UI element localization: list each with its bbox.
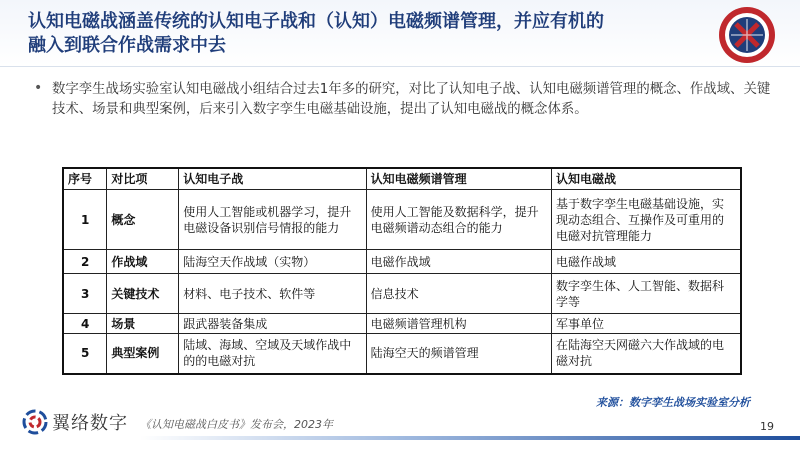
cell-cognitive-emw: 电磁作战域 bbox=[552, 250, 741, 274]
table-row bbox=[63, 190, 741, 250]
cell-spectrum-mgmt: 电磁频谱管理机构 bbox=[366, 314, 551, 334]
title-line-1: 认知电磁战涵盖传统的认知电子战和（认知）电磁频谱管理，并应有机的 bbox=[28, 11, 604, 32]
cell-item: 场景 bbox=[107, 314, 179, 334]
cell-cognitive-ew: 陆域、海域、空域及天域作战中的的电磁对抗 bbox=[179, 334, 366, 374]
footer-accent-line bbox=[140, 436, 800, 440]
intro-bullet: 数字孪生战场实验室认知电磁战小组结合过去1年多的研究，对比了认知电子战、认知电磁频谱管理的概念、作战域、关键技术、场景和典型案例，后来引入数字孪生电磁基础设施，提出了认知电磁战的概念体系。 bbox=[52, 82, 771, 117]
cell-spectrum-mgmt: 陆海空天的频谱管理 bbox=[366, 334, 551, 374]
cell-cognitive-ew: 陆海空天作战域（实物） bbox=[179, 250, 366, 274]
page-number: 19 bbox=[760, 420, 774, 433]
header-cognitive-ew: 认知电子战 bbox=[179, 168, 366, 190]
cell-index: 4 bbox=[63, 314, 107, 334]
cell-spectrum-mgmt: 电磁作战域 bbox=[366, 250, 551, 274]
table-header-row bbox=[63, 168, 741, 190]
cell-cognitive-ew: 材料、电子技术、软件等 bbox=[179, 274, 366, 314]
footer-note: 《认知电磁战白皮书》发布会，2023年 bbox=[140, 418, 333, 431]
header-spectrum-mgmt: 认知电磁频谱管理 bbox=[366, 168, 551, 190]
lab-emblem-icon bbox=[718, 6, 776, 64]
cell-item: 概念 bbox=[107, 190, 179, 250]
cell-cognitive-emw: 基于数字孪生电磁基础设施，实现动态组合、互操作及可重用的电磁对抗管理能力 bbox=[552, 190, 741, 250]
cell-cognitive-emw: 数字孪生体、人工智能、数据科学等 bbox=[552, 274, 741, 314]
table-row bbox=[63, 334, 741, 374]
cell-spectrum-mgmt: 信息技术 bbox=[366, 274, 551, 314]
table-row bbox=[63, 250, 741, 274]
header-cognitive-emw: 认知电磁战 bbox=[552, 168, 741, 190]
cell-index: 5 bbox=[63, 334, 107, 374]
cell-index: 2 bbox=[63, 250, 107, 274]
cell-index: 1 bbox=[63, 190, 107, 250]
bullet-dot: • bbox=[34, 80, 43, 96]
cell-item: 关键技术 bbox=[107, 274, 179, 314]
cell-spectrum-mgmt: 使用人工智能及数据科学，提升电磁频谱动态组合的能力 bbox=[366, 190, 551, 250]
cell-cognitive-ew: 使用人工智能或机器学习，提升电磁设备识别信号情报的能力 bbox=[179, 190, 366, 250]
brand-logo-icon bbox=[22, 409, 48, 435]
cell-cognitive-emw: 军事单位 bbox=[552, 314, 741, 334]
header-index: 序号 bbox=[63, 168, 107, 190]
table-row bbox=[63, 314, 741, 334]
header-item: 对比项 bbox=[107, 168, 179, 190]
cell-cognitive-emw: 在陆海空天网磁六大作战域的电磁对抗 bbox=[552, 334, 741, 374]
footer-logo bbox=[22, 408, 128, 436]
source-note: 来源：数字孪生战场实验室分析 bbox=[596, 396, 750, 409]
cell-cognitive-ew: 跟武器装备集成 bbox=[179, 314, 366, 334]
table-row bbox=[63, 274, 741, 314]
footer-brand: 翼络数字 bbox=[52, 413, 128, 434]
cell-index: 3 bbox=[63, 274, 107, 314]
cell-item: 作战域 bbox=[107, 250, 179, 274]
title-line-2: 融入到联合作战需求中去 bbox=[28, 35, 226, 56]
page-title bbox=[28, 10, 708, 58]
cell-item: 典型案例 bbox=[107, 334, 179, 374]
comparison-table bbox=[62, 167, 742, 375]
